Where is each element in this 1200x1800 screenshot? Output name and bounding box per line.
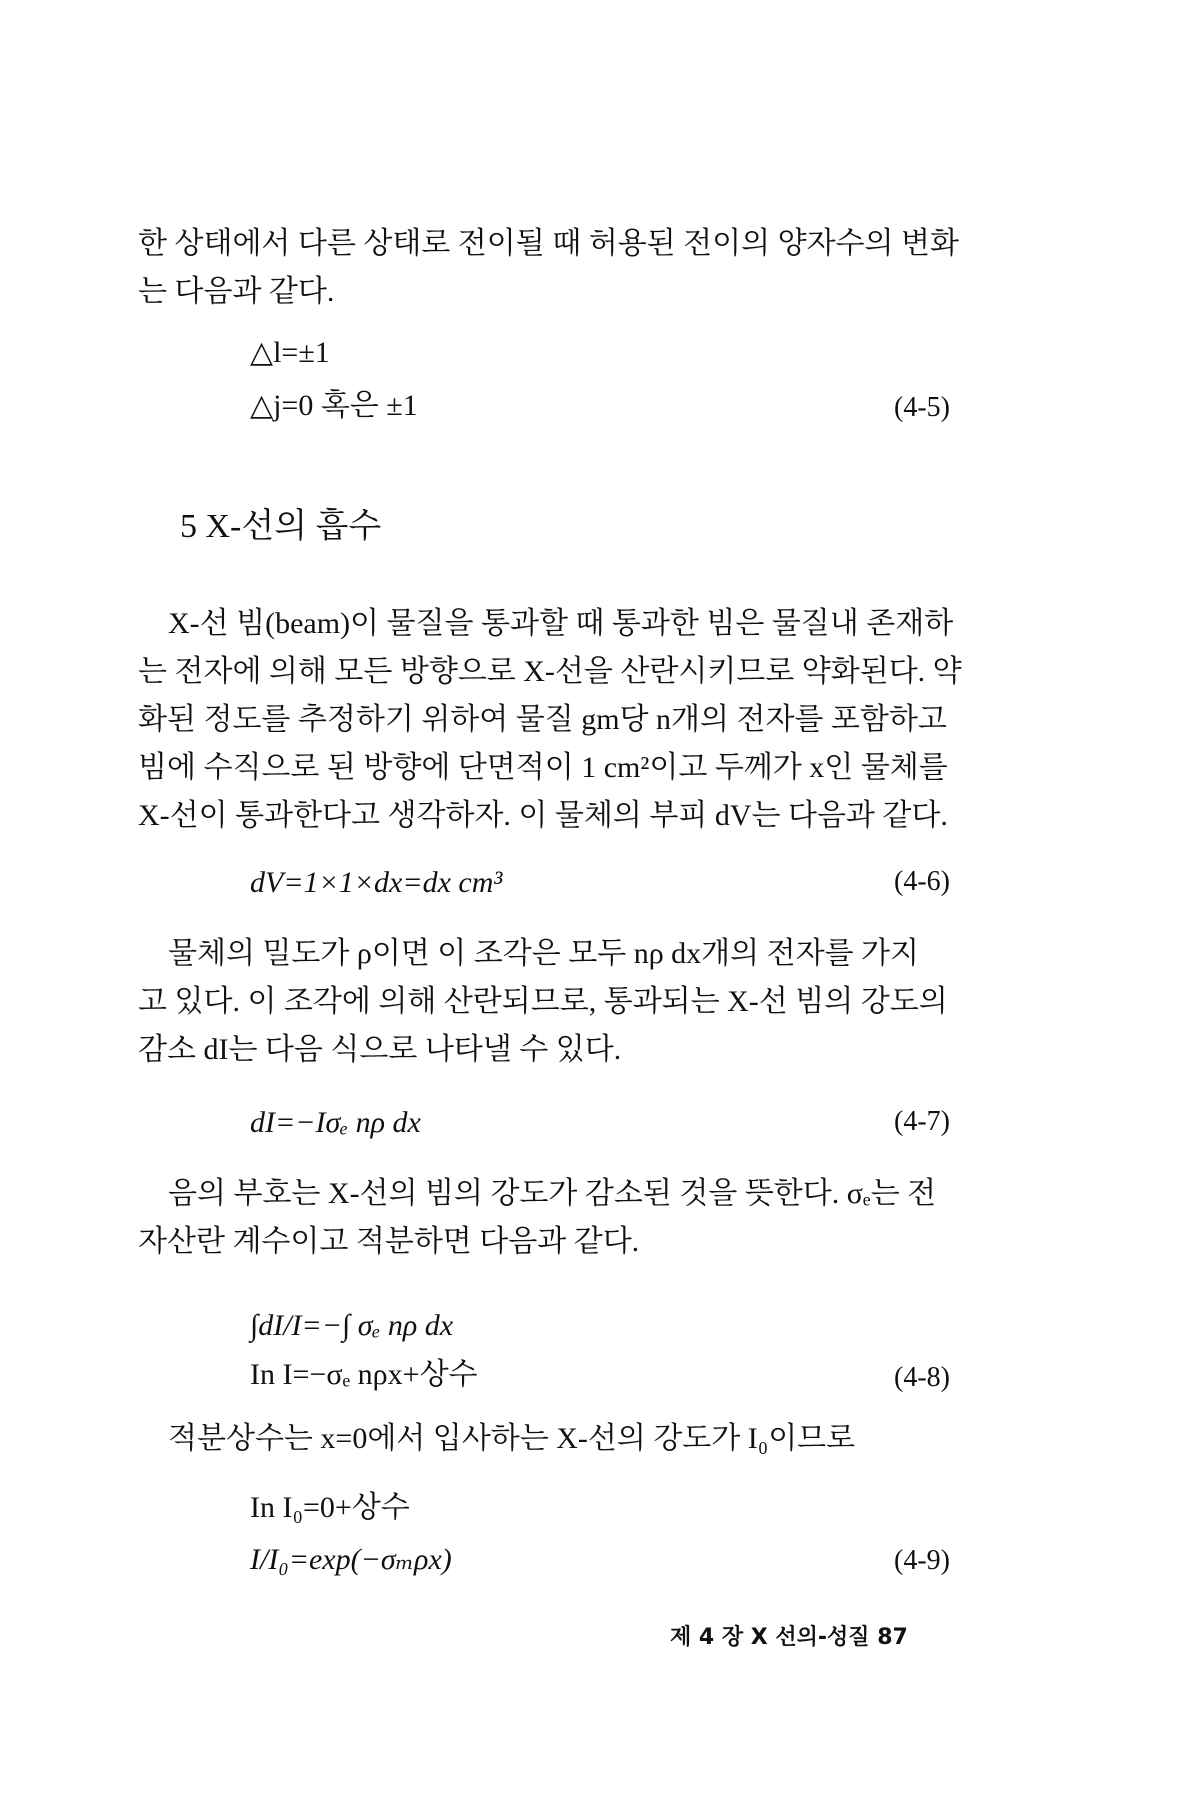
- equation-delta-l: △l=±1: [250, 336, 330, 369]
- paragraph-transition-rules: [138, 220, 998, 316]
- text-line: 적분상수는 x=0에서 입사하는 X-선의 강도가 I₀이므로: [168, 1422, 856, 1455]
- equation-number: (4-9): [894, 1545, 950, 1576]
- text-line: 감소 dI는 다음 식으로 나타낼 수 있다.: [138, 1033, 622, 1066]
- text-line: 자산란 계수이고 적분하면 다음과 같다.: [138, 1225, 640, 1258]
- equation-number: (4-5): [894, 392, 950, 423]
- equation-integral: ∫dI/I=−∫ σₑ nρ dx: [250, 1309, 454, 1342]
- equation-number: (4-7): [894, 1106, 950, 1137]
- section-heading: 5 X-선의 흡수: [180, 508, 382, 545]
- paragraph-absorption-intro: [138, 600, 998, 840]
- equation-initial-intensity: In I₀=0+상수: [250, 1491, 410, 1524]
- text-line: 한 상태에서 다른 상태로 전이될 때 허용된 전이의 양자수의 변화: [138, 227, 959, 260]
- page-footer: 제 4 장 X 선의-성질 87: [670, 1625, 908, 1650]
- equation-delta-j: △j=0 혹은 ±1: [250, 389, 418, 422]
- equation-intensity-decrease: dI=−Iσₑ nρ dx: [250, 1106, 421, 1139]
- text-line: 는 전자에 의해 모든 방향으로 X-선을 산란시키므로 약화된다. 약: [138, 655, 962, 688]
- equation-log-intensity: In I=−σₑ nρx+상수: [250, 1358, 478, 1391]
- paragraph-sign-meaning: [138, 1170, 998, 1266]
- equation-volume: dV=1×1×dx=dx cm³: [250, 866, 503, 899]
- paragraph-density: [138, 930, 998, 1074]
- paragraph-integration-constant: [138, 1415, 998, 1463]
- text-line: 화된 정도를 추정하기 위하여 물질 gm당 n개의 전자를 포함하고: [138, 703, 947, 736]
- text-line: 고 있다. 이 조각에 의해 산란되므로, 통과되는 X-선 빔의 강도의: [138, 985, 948, 1018]
- equation-number: (4-6): [894, 866, 950, 897]
- equation-exponential-decay: I/I₀=exp(−σₘρx): [250, 1543, 452, 1576]
- text-line: X-선이 통과한다고 생각하자. 이 물체의 부피 dV는 다음과 같다.: [138, 799, 948, 832]
- equation-number: (4-8): [894, 1362, 950, 1393]
- text-line: 는 다음과 같다.: [138, 275, 335, 308]
- text-line: 물체의 밀도가 ρ이면 이 조각은 모두 nρ dx개의 전자를 가지: [168, 937, 920, 970]
- text-line: X-선 빔(beam)이 물질을 통과할 때 통과한 빔은 물질내 존재하: [168, 607, 954, 640]
- text-line: 빔에 수직으로 된 방향에 단면적이 1 cm²이고 두께가 x인 물체를: [138, 751, 948, 784]
- text-line: 음의 부호는 X-선의 빔의 강도가 감소된 것을 뜻한다. σₑ는 전: [168, 1177, 937, 1210]
